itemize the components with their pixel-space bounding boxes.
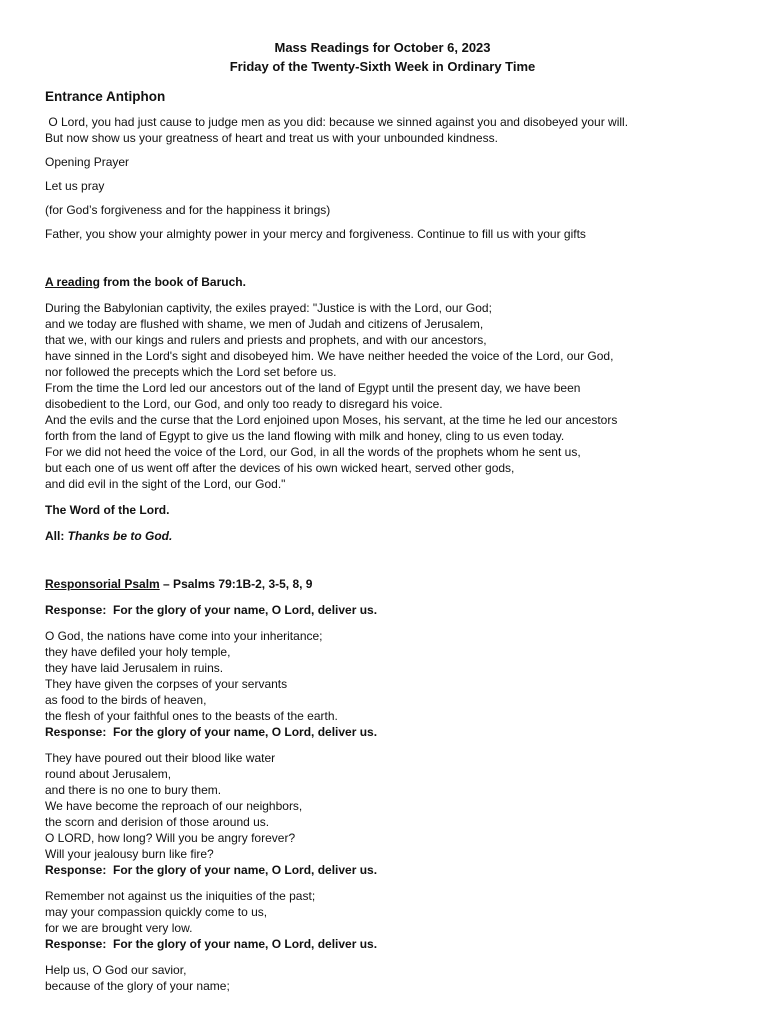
reading-line: but each one of us went off after the devices of his own wicked heart, served other gods, (45, 461, 515, 475)
opening-prayer-label: Opening Prayer (45, 155, 130, 169)
all-response (45, 528, 745, 544)
psalm-line: as food to the birds of heaven, (45, 693, 207, 707)
psalm-line: They have given the corpses of your servants (45, 677, 288, 691)
psalm-line: Will your jealousy burn like fire? (45, 847, 214, 861)
entrance-antiphon-text (45, 114, 745, 146)
opening-prayer-text: Father, you show your almighty power in your mercy and forgiveness. Continue to fill us with your gifts (45, 227, 586, 241)
psalm-stanza (45, 888, 745, 952)
all-response-text: Thanks be to God. (67, 529, 173, 543)
document-page (45, 38, 745, 994)
psalm-line: and there is no one to bury them. (45, 783, 222, 797)
psalm-heading (45, 576, 745, 592)
reading-line: And the evils and the curse that the Lord enjoined upon Moses, his servant, at the time he led our ancestors (45, 413, 618, 427)
reading-line: have sinned in the Lord's sight and disobeyed him. We have neither heeded the voice of the Lord, our God, (45, 349, 614, 363)
psalm-reference: – Psalms 79:1B-2, 3-5, 8, 9 (159, 577, 313, 591)
antiphon-line: O Lord, you had just cause to judge men as you did: because we sinned against you and disobeyed your will. (45, 115, 629, 129)
psalm-stanza (45, 628, 745, 740)
page-subtitle: Friday of the Twenty-Sixth Week in Ordinary Time (229, 59, 536, 74)
reading-source: from the book of Baruch. (99, 275, 246, 289)
psalm-stanza (45, 750, 745, 878)
psalm-line: We have become the reproach of our neighbors, (45, 799, 303, 813)
reading-line: During the Babylonian captivity, the exiles prayed: "Justice is with the Lord, our God; (45, 301, 492, 315)
entrance-antiphon-heading: Entrance Antiphon (45, 89, 166, 104)
page-title: Mass Readings for October 6, 2023 (274, 40, 491, 55)
psalm-line: round about Jerusalem, (45, 767, 172, 781)
reading-label: A reading (45, 275, 100, 289)
psalm-line: O LORD, how long? Will you be angry forever? (45, 831, 296, 845)
reading-heading (45, 274, 745, 290)
psalm-line: the scorn and derision of those around us. (45, 815, 270, 829)
reading-line: that we, with our kings and rulers and priests and prophets, and with our ancestors, (45, 333, 487, 347)
antiphon-line: But now show us your greatness of heart and treat us with your unbounded kindness. (45, 131, 498, 145)
psalm-line: because of the glory of your name; (45, 979, 230, 993)
prayer-intention: (for God’s forgiveness and for the happiness it brings) (45, 203, 331, 217)
psalm-line: Remember not against us the iniquities of the past; (45, 889, 316, 903)
psalm-response: Response: For the glory of your name, O Lord, deliver us. (45, 937, 378, 951)
psalm-label: Responsorial Psalm (45, 577, 160, 591)
psalm-stanza (45, 962, 745, 994)
reading-line: nor followed the precepts which the Lord set before us. (45, 365, 337, 379)
reading-line: and we today are flushed with shame, we men of Judah and citizens of Jerusalem, (45, 317, 484, 331)
all-label: All: (45, 529, 68, 543)
reading-line: forth from the land of Egypt to give us the land flowing with milk and honey, cling to us even today. (45, 429, 565, 443)
psalm-line: O God, the nations have come into your inheritance; (45, 629, 323, 643)
let-us-pray: Let us pray (45, 179, 105, 193)
reading-line: For we did not heed the voice of the Lord, our God, in all the words of the prophets whom he sent us, (45, 445, 581, 459)
psalm-response: Response: For the glory of your name, O Lord, deliver us. (45, 863, 378, 877)
psalm-line: the flesh of your faithful ones to the beasts of the earth. (45, 709, 338, 723)
reading-line: disobedient to the Lord, our God, and only too ready to disregard his voice. (45, 397, 443, 411)
reading-line: From the time the Lord led our ancestors out of the land of Egypt until the present day, we have been (45, 381, 581, 395)
psalm-line: They have poured out their blood like water (45, 751, 276, 765)
psalm-line: Help us, O God our savior, (45, 963, 187, 977)
psalm-line: they have laid Jerusalem in ruins. (45, 661, 224, 675)
psalm-line: may your compassion quickly come to us, (45, 905, 268, 919)
reading-text (45, 300, 745, 492)
reading-line: and did evil in the sight of the Lord, our God." (45, 477, 286, 491)
word-of-the-lord: The Word of the Lord. (45, 503, 170, 517)
psalm-line: they have defiled your holy temple, (45, 645, 231, 659)
psalm-response: Response: For the glory of your name, O Lord, deliver us. (45, 725, 378, 739)
psalm-line: for we are brought very low. (45, 921, 193, 935)
psalm-response: Response: For the glory of your name, O Lord, deliver us. (45, 603, 378, 617)
